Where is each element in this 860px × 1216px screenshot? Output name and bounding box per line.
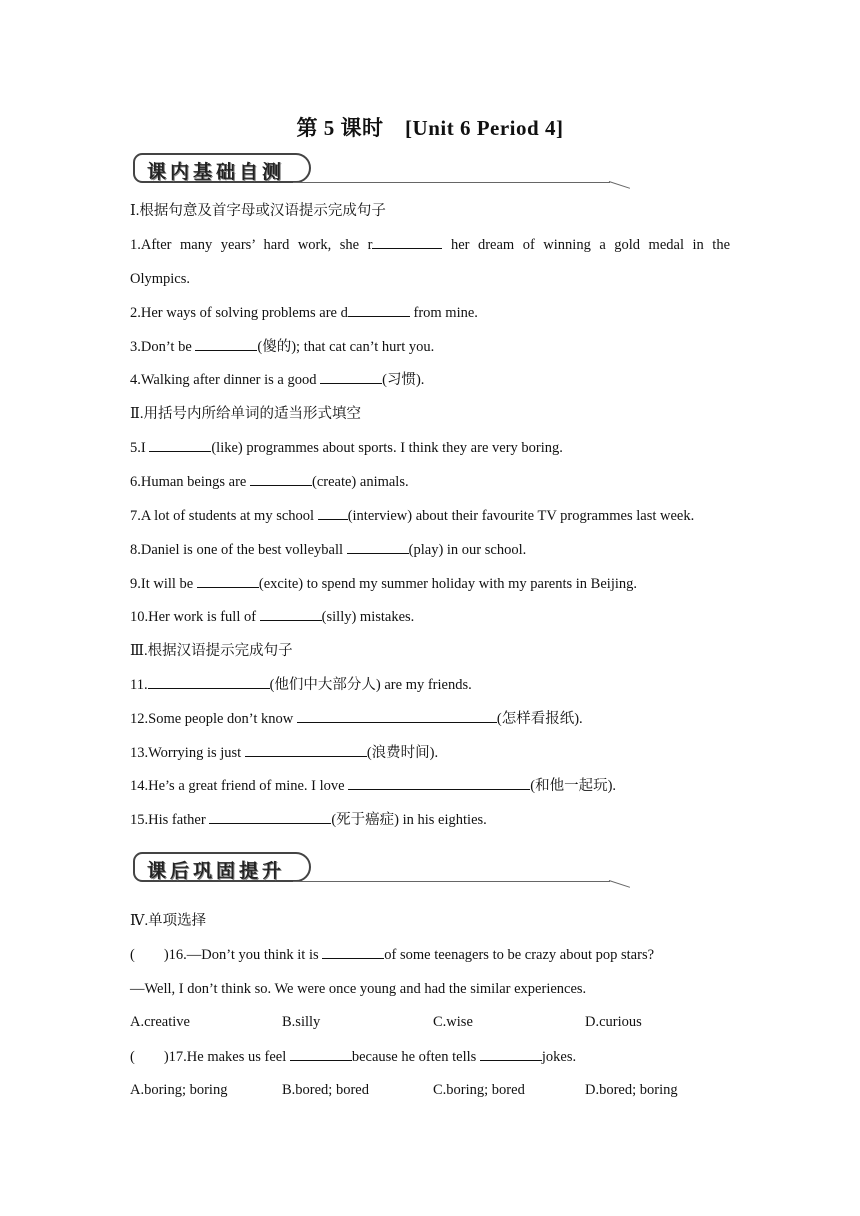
q16-option-a: A.creative: [130, 1014, 190, 1030]
section-heading-2: Ⅱ.用括号内所给单词的适当形式填空: [130, 406, 361, 422]
section-banner-in-class: [133, 153, 638, 195]
question-6: 6.Human beings are (create) animals.: [130, 474, 409, 490]
question-1: 1.After many years’ hard work, she r her dream of winning a gold medal in the: [130, 237, 730, 253]
question-10: 10.Her work is full of (silly) mistakes.: [130, 609, 415, 625]
question-15: 15.His father (死于癌症) in his eighties.: [130, 812, 487, 828]
question-16: ( )16.—Don’t you think it is of some teenagers to be crazy about pop stars?: [130, 947, 655, 963]
q17-option-a: A.boring; boring: [130, 1082, 228, 1098]
page-title: 第 5 课时 [Unit 6 Period 4]: [296, 116, 564, 140]
section-heading-1: Ⅰ.根据句意及首字母或汉语提示完成句子: [130, 203, 386, 219]
section-heading-3: Ⅲ.根据汉语提示完成句子: [130, 643, 293, 659]
question-7: 7.A lot of students at my school (interview) about their favourite TV programmes last week.: [130, 508, 695, 524]
question-5: 5.I (like) programmes about sports. I think they are very boring.: [130, 440, 563, 456]
q16-option-c: C.wise: [433, 1014, 473, 1030]
banner-label: 课后巩固提升: [147, 860, 286, 882]
section-banner-after-class: [133, 852, 638, 894]
question-11: 11. (他们中大部分人) are my friends.: [130, 677, 472, 693]
banner-label: 课内基础自测: [147, 161, 286, 183]
question-8: 8.Daniel is one of the best volleyball (play) in our school.: [130, 542, 527, 558]
question-4: 4.Walking after dinner is a good (习惯).: [130, 372, 425, 388]
question-17: ( )17.He makes us feel because he often tells jokes.: [130, 1049, 577, 1065]
question-16-reply: —Well, I don’t think so. We were once young and had the similar experiences.: [130, 981, 587, 997]
question-1-cont: Olympics.: [130, 271, 191, 287]
q16-option-d: D.curious: [585, 1014, 642, 1030]
question-9: 9.It will be (excite) to spend my summer holiday with my parents in Beijing.: [130, 576, 637, 592]
q16-option-b: B.silly: [282, 1014, 321, 1030]
q17-option-d: D.bored; boring: [585, 1082, 678, 1098]
q17-option-c: C.boring; bored: [433, 1082, 525, 1098]
question-12: 12.Some people don’t know (怎样看报纸).: [130, 711, 583, 727]
question-3: 3.Don’t be (傻的); that cat can’t hurt you.: [130, 339, 435, 355]
question-14: 14.He’s a great friend of mine. I love (和他一起玩).: [130, 778, 617, 794]
question-2: 2.Her ways of solving problems are d from mine.: [130, 305, 478, 321]
question-13: 13.Worrying is just (浪费时间).: [130, 745, 439, 761]
q17-option-b: B.bored; bored: [282, 1082, 369, 1098]
section-heading-4: Ⅳ.单项选择: [130, 913, 207, 929]
